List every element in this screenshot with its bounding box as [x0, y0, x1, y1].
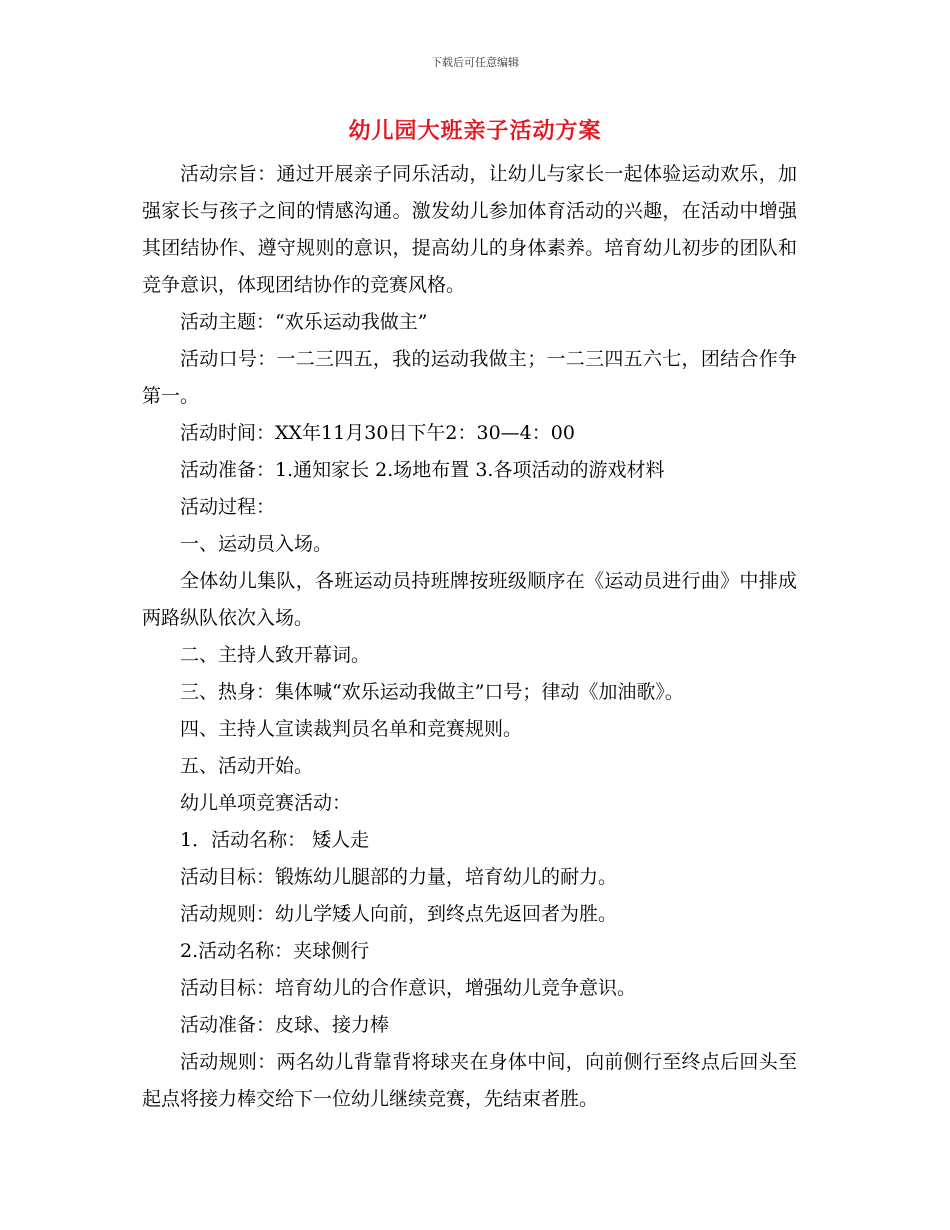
paragraph-step-3: 三、热身：集体喊“欢乐运动我做主”口号；律动《加油歌》。 — [180, 681, 684, 703]
paragraph-step-2: 二、主持人致开幕词。 — [180, 644, 371, 666]
document-title: 幼儿园大班亲子活动方案 — [348, 118, 602, 144]
paragraph-event-1-goal: 活动目标：锻炼幼儿腿部的力量，培育幼儿的耐力。 — [180, 866, 618, 888]
paragraph-event-2-goal: 活动目标：培育幼儿的合作意识，增强幼儿竞争意识。 — [180, 977, 637, 999]
paragraph-step-5: 五、活动开始。 — [180, 755, 314, 777]
paragraph-event-1-rules: 活动规则：幼儿学矮人向前，到终点先返回者为胜。 — [180, 903, 618, 925]
paragraph-slogan: 活动口号：一二三四五，我的运动我做主；一二三四五六七，团结合作争第一。 — [142, 348, 797, 407]
paragraph-step-4: 四、主持人宣读裁判员名单和竞赛规则。 — [180, 718, 523, 740]
paragraph-event-2-preparation: 活动准备：皮球、接力棒 — [180, 1014, 390, 1036]
paragraph-event-1-name: 1．活动名称： 矮人走 — [180, 829, 370, 851]
paragraph-preparation: 活动准备：1.通知家长 2.场地布置 3.各项活动的游戏材料 — [180, 459, 665, 481]
header-note: 下载后可任意编辑 — [431, 56, 519, 69]
paragraph-theme: 活动主题：“欢乐运动我做主” — [180, 311, 428, 333]
document-body — [142, 156, 797, 1118]
paragraph-event-2-rules: 活动规则：两名幼儿背靠背将球夹在身体中间，向前侧行至终点后回头至起点将接力棒交给下一位幼儿继续竞赛，先结束者胜。 — [142, 1051, 797, 1110]
paragraph-step-1: 一、运动员入场。 — [180, 533, 333, 555]
paragraph-process-heading: 活动过程： — [180, 496, 276, 518]
paragraph-events-heading: 幼儿单项竞赛活动： — [180, 792, 352, 814]
paragraph-event-2-name: 2.活动名称：夹球侧行 — [180, 940, 370, 962]
paragraph-step-1-detail: 全体幼儿集队，各班运动员持班牌按班级顺序在《运动员进行曲》中排成两路纵队依次入场。 — [142, 570, 797, 629]
paragraph-time: 活动时间：XX年11月30日下午2：30—4：00 — [180, 422, 575, 444]
paragraph-purpose: 活动宗旨：通过开展亲子同乐活动，让幼儿与家长一起体验运动欢乐，加强家长与孩子之间的情感沟通。激发幼儿参加体育活动的兴趣，在活动中增强其团结协作、遵守规则的意识，提高幼儿的身体素养。培育幼儿初步的团队和竞争意识，体现团结协作的竞赛风格。 — [142, 163, 797, 296]
